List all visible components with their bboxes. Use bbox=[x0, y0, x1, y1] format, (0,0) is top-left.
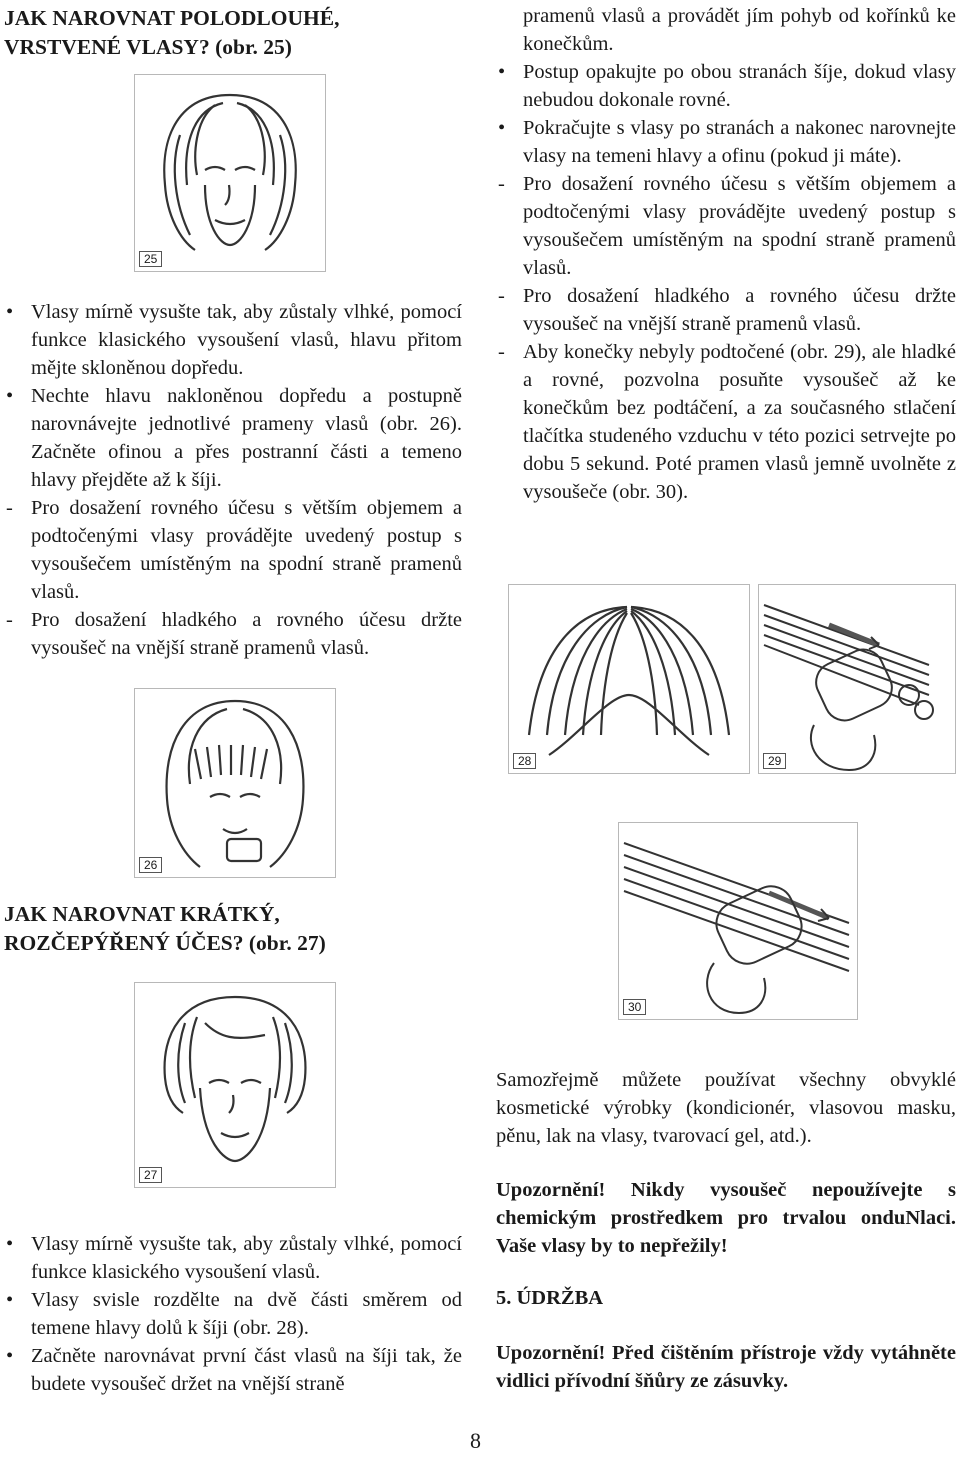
hair-strands-icon bbox=[509, 585, 749, 773]
list-item: • Začněte narovnávat první část vlasů na šíji tak, že budete vysoušeč držet na vnější straně bbox=[4, 1342, 462, 1398]
cosmetics-text: Samozřejmě můžete používat všechny obvyklé kosmetické výrobky (kondicionér, vlasovou masku, pěnu, lak na vlasy, tvarovací gel, atd.). bbox=[496, 1069, 956, 1147]
warning-unplug bbox=[496, 1339, 956, 1395]
figure-number: 27 bbox=[139, 1167, 162, 1183]
list-item: • Pokračujte s vlasy po stranách a nakonec narovnejte vlasy na temeni hlavy a ofinu (pokud ji máte). bbox=[496, 114, 956, 170]
heading-line: ROZČEPÝŘENÝ ÚČES? (obr. 27) bbox=[4, 931, 326, 955]
page-number: 8 bbox=[470, 1428, 481, 1453]
warning-text: Upozornění! Před čištěním přístroje vždy vytáhněte vidlici přívodní šňůry ze zásuvky. bbox=[496, 1342, 956, 1392]
hair-dryer-icon bbox=[759, 585, 955, 773]
figure-number: 28 bbox=[513, 753, 536, 769]
instructions-short-hair bbox=[4, 1230, 462, 1398]
list-item: - Pro dosažení rovného účesu s větším objemem a podtočenými vlasy provádějte uvedený postup s vysoušečem umístěným na spodní straně pramenů vlasů. bbox=[496, 170, 956, 282]
list-item: • Vlasy mírně vysušte tak, aby zůstaly vlhké, pomocí funkce klasického vysoušení vlasů. bbox=[4, 1230, 462, 1286]
list-item: • Vlasy mírně vysušte tak, aby zůstaly vlhké, pomocí funkce klasického vysoušení vlasů, hlavu přitom mějte skloněnou dopředu. bbox=[4, 298, 462, 382]
heading-line: JAK NAROVNAT POLODLOUHÉ, bbox=[4, 6, 340, 30]
list-item: • Nechte hlavu nakloněnou dopředu a postupně narovnávejte jednotlivé prameny vlasů (obr. 26). Začněte ofinou a přes postranní části a temeno hlavy přejděte až k šíji. bbox=[4, 382, 462, 494]
heading-line: JAK NAROVNAT KRÁTKÝ, bbox=[4, 902, 280, 926]
figure-number: 25 bbox=[139, 251, 162, 267]
instructions-long-hair bbox=[4, 298, 462, 662]
continuation-text: pramenů vlasů a provádět jím pohyb od kořínků ke konečkům. bbox=[523, 5, 956, 55]
face-illustration-icon bbox=[135, 983, 335, 1187]
section-title: 5. ÚDRŽBA bbox=[496, 1287, 604, 1309]
list-item: - Pro dosažení rovného účesu s větším objemem a podtočenými vlasy provádějte uvedený postup s vysoušečem umístěným na spodní straně pramenů vlasů. bbox=[4, 494, 462, 606]
figure-28-parted-hair bbox=[508, 584, 750, 774]
list-item: - Aby konečky nebyly podtočené (obr. 29), ale hladké a rovné, pozvolna posuňte vysoušeč až ke konečkům bez podtáčení, a za současného stlačení tlačítka studeného vzduchu v této pozici setrvejte po dobu 5 sekund. Poté pramen vlasů jemně uvolněte z vysoušeče (obr. 30). bbox=[496, 338, 956, 506]
heading-long-hair bbox=[4, 4, 464, 62]
heading-short-hair bbox=[4, 900, 464, 958]
list-item: - Pro dosažení hladkého a rovného účesu držte vysoušeč na vnější straně pramenů vlasů. bbox=[496, 282, 956, 338]
cosmetics-note bbox=[496, 1066, 956, 1150]
hair-dryer-icon bbox=[619, 823, 857, 1019]
face-illustration-icon bbox=[135, 689, 335, 877]
list-item: • Vlasy svisle rozdělte na dvě části směrem od temene hlavy dolů k šíji (obr. 28). bbox=[4, 1286, 462, 1342]
face-illustration-icon bbox=[135, 75, 325, 271]
figure-number: 29 bbox=[763, 753, 786, 769]
figure-26-straightening-fringe bbox=[134, 688, 336, 878]
heading-line: VRSTVENÉ VLASY? (obr. 25) bbox=[4, 35, 292, 59]
figure-25-long-layered-hair bbox=[134, 74, 326, 272]
figure-27-short-hair bbox=[134, 982, 336, 1188]
figure-30-dryer-smooth-ends bbox=[618, 822, 858, 1020]
instructions-continued bbox=[496, 2, 956, 506]
figure-number: 30 bbox=[623, 999, 646, 1015]
figure-number: 26 bbox=[139, 857, 162, 873]
section-maintenance-heading bbox=[496, 1284, 956, 1312]
warning-text: Upozornění! Nikdy vysoušeč nepoužívejte s chemickým prostředkem pro trvalou onduNlaci. Vaše vlasy by to nepřežily! bbox=[496, 1179, 956, 1257]
list-item: • Postup opakujte po obou stranách šíje, dokud vlasy nebudou dokonale rovné. bbox=[496, 58, 956, 114]
list-item: - Pro dosažení hladkého a rovného účesu držte vysoušeč na vnější straně pramenů vlasů. bbox=[4, 606, 462, 662]
warning-perm bbox=[496, 1176, 956, 1260]
figure-29-dryer-at-ends bbox=[758, 584, 956, 774]
